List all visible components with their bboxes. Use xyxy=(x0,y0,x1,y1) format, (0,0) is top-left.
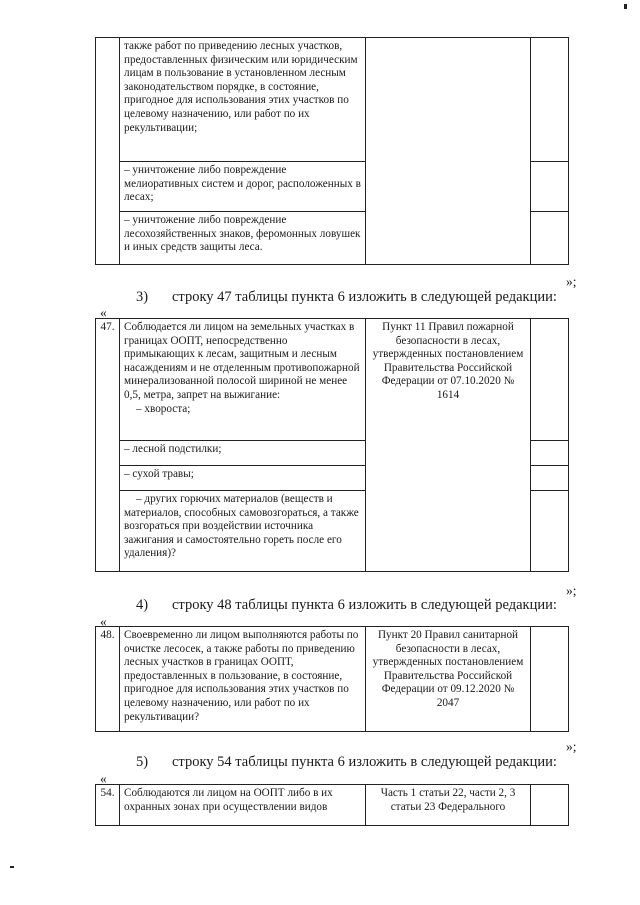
closing-quote: »; xyxy=(566,274,577,289)
mark-cell xyxy=(531,319,569,441)
row-number: 48. xyxy=(96,627,120,732)
norm-cell: Пункт 20 Правил санитарной безопасности в лесах, утвержденных постановлением Правительства Российской Федерации от 09.12.2020 № 2047 xyxy=(366,627,531,732)
instruction-number: 3) xyxy=(136,289,149,305)
requirement-cell: – уничтожение либо повреждение мелиоративных систем и дорог, расположенных в лесах; xyxy=(120,162,366,212)
table-row-47 xyxy=(95,318,569,572)
closing-quote: »; xyxy=(566,583,577,598)
table-row xyxy=(96,785,569,826)
list-item: – сухой травы; xyxy=(120,466,366,491)
opening-quote: « xyxy=(100,614,107,629)
row-number: 47. xyxy=(96,319,120,572)
table-row xyxy=(96,319,569,441)
requirement-cell: Своевременно ли лицом выполняются работы по очистке лесосек, а также работы по приведению лесных участков в границах ООПТ, предоставленных в пользование, в состояние, пригодное для использования этих участков по целевому назначению, или работ по их рекультивации? xyxy=(120,627,366,732)
mark-cell xyxy=(531,441,569,466)
norm-cell: Пункт 11 Правил пожарной безопасности в лесах, утвержденных постановлением Правительства Российской Федерации от 07.10.2020 № 1614 xyxy=(366,319,531,572)
mark-cell xyxy=(531,466,569,491)
list-item: – лесной подстилки; xyxy=(120,441,366,466)
requirement-cell xyxy=(120,319,366,441)
table-row xyxy=(96,627,569,732)
instruction-text: строку 47 таблицы пункта 6 изложить в следующей редакции: xyxy=(172,289,557,305)
opening-quote: « xyxy=(100,771,107,786)
row-number: 54. xyxy=(96,785,120,826)
requirement-cell: Соблюдаются ли лицом на ООПТ либо в их охранных зонах при осуществлении видов xyxy=(120,785,366,826)
scan-mark-top-right xyxy=(624,4,627,9)
table-row-54 xyxy=(95,784,569,826)
mark-cell xyxy=(531,162,569,212)
requirement-cell: также работ по приведению лесных участков, предоставленных физическим или юридическим лицам в пользование в установленном лесным законодательством порядке, в состояние, пригодное для использования этих участков по целевому назначению, или работ по их рекультивации; xyxy=(120,38,366,162)
list-item: – других горючих материалов (веществ и материалов, способных самовозгораться, а также возгораться при воздействии источника зажигания и самостоятельно гореть после его удаления)? xyxy=(120,491,366,572)
instruction-number: 4) xyxy=(136,597,149,613)
table-row-48 xyxy=(95,626,569,732)
norm-cell: Часть 1 статьи 22, части 2, 3 статьи 23 Федерального xyxy=(366,785,531,826)
question-text: Соблюдается ли лицом на земельных участках в границах ООПТ, непосредственно примыкающих к лесам, защитным и лесным насаждениям и не отделенным противопожарной минерализованной полосой шириной не менее 0,5, метра, запрет на выжигание: xyxy=(124,321,360,401)
scan-mark-bottom-left xyxy=(10,866,14,868)
norm-cell xyxy=(366,38,531,265)
closing-quote: »; xyxy=(566,739,577,754)
mark-cell xyxy=(531,38,569,162)
mark-cell xyxy=(531,785,569,826)
mark-cell xyxy=(531,627,569,732)
mark-cell xyxy=(531,491,569,572)
instruction-text: строку 48 таблицы пункта 6 изложить в следующей редакции: xyxy=(172,597,557,613)
num-cell xyxy=(96,38,120,265)
table-continuation xyxy=(95,37,569,265)
opening-quote: « xyxy=(100,305,107,320)
list-item: – хвороста; xyxy=(136,402,191,415)
instruction-number: 5) xyxy=(136,754,149,770)
mark-cell xyxy=(531,212,569,265)
instruction-text: строку 54 таблицы пункта 6 изложить в следующей редакции: xyxy=(172,754,557,770)
requirement-cell: – уничтожение либо повреждение лесохозяйственных знаков, феромонных ловушек и иных средств защиты леса. xyxy=(120,212,366,265)
table-row xyxy=(96,38,569,162)
